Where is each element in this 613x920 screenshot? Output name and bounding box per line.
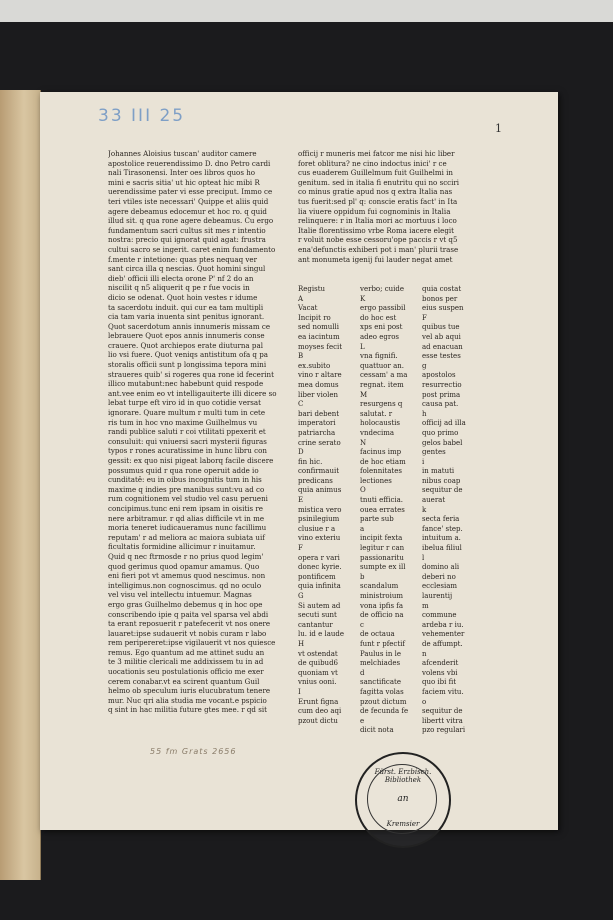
- text-line: straueres quib' si rogeres qua rone id fecerint: [108, 369, 274, 379]
- text-line: Italie florentissimo vrbe Roma iacere elegit: [298, 225, 455, 235]
- stamp-middle-text: an: [397, 794, 409, 804]
- register-entry: de officio na: [360, 611, 404, 620]
- register-entry: scandalum: [360, 582, 399, 591]
- register-entry: Si autem ad: [298, 601, 341, 610]
- register-entry: vino r altare: [298, 371, 342, 380]
- text-line: remus. Ego quantum ad me attinet sudu an: [108, 647, 265, 657]
- register-entry: ardeba r iu.: [422, 620, 464, 629]
- register-entry: K: [360, 294, 366, 303]
- register-entry: pzout dictu: [298, 716, 338, 725]
- library-stamp: [355, 752, 451, 848]
- register-entry: liber violen: [298, 390, 338, 399]
- register-entry: ibelua filiul: [422, 544, 462, 553]
- register-entry: n: [422, 649, 427, 658]
- text-line: mur. Nuc qri alia studia me vocant.e pspicio: [108, 695, 267, 705]
- register-entry: quia animus: [298, 486, 342, 495]
- register-entry: F: [422, 313, 427, 322]
- register-entry: Vacat: [298, 304, 318, 313]
- register-entry: ministroium: [360, 592, 403, 600]
- register-entry: l: [422, 553, 425, 562]
- text-line: ris tum in hoc vno maxime Guilhelmus vu: [108, 417, 258, 427]
- register-entry: quo primo: [422, 428, 459, 437]
- register-entry: dicit nota: [360, 726, 394, 735]
- text-line: storalis officii sunt p longissima tepora mini: [108, 360, 267, 370]
- register-entry: deberi no: [422, 572, 456, 581]
- text-line: vel visu vel intellectu intuemur. Magnas: [108, 590, 252, 600]
- text-line: genitum. sed in italia fi enutritu qui no scciri: [298, 177, 460, 187]
- register-entry: confirmauit: [298, 467, 340, 476]
- register-entry: Incipit ro: [298, 313, 331, 322]
- register-entry: fance' step.: [422, 524, 463, 533]
- register-entry: passionaritu: [360, 553, 404, 562]
- register-entry: fagitta volas: [360, 687, 404, 696]
- register-entry: holocaustis: [360, 419, 401, 428]
- register-entry: domino ali: [422, 563, 460, 572]
- text-line: sant circa illa q nescias. Quot homini singul: [108, 264, 266, 274]
- register-entry: verbo; cuide: [360, 285, 405, 293]
- folio-number: 1: [495, 122, 502, 135]
- register-entry: bonos per: [422, 294, 458, 303]
- register-entry: bari debent: [298, 409, 340, 418]
- register-entry: g: [422, 361, 427, 370]
- register-entry: de quibud6: [298, 659, 339, 668]
- register-entry: legitur r can: [360, 544, 405, 553]
- register-entry: de affumpt.: [422, 639, 463, 648]
- text-line: Quid q nec ftrmosde r no prius quod legim': [108, 551, 264, 561]
- text-line: cia tam varia inuenta sint penitus ignorant.: [108, 312, 265, 322]
- register-entry: secuti sunt: [298, 611, 337, 620]
- register-entry: imperatori: [298, 419, 336, 428]
- register-entry: patriarcha: [298, 428, 336, 437]
- text-line: possumus quid r qua rone operuit adde io: [108, 465, 259, 475]
- text-line: teri vtiles iste necessari' Quippe et aliis quid: [108, 196, 269, 206]
- register-entry: vndecima: [360, 428, 395, 437]
- register-entry: officij ad illa: [422, 419, 466, 428]
- text-line: f.mente r intetione: quas ptes nequaq ver: [108, 254, 257, 264]
- text-line: co minus gratie apud nos q extra Italia nas: [298, 187, 453, 197]
- register-entry: quibus tue: [422, 323, 460, 332]
- register-entry: sanctificate: [360, 678, 401, 687]
- register-entry: quo ibi fit: [422, 678, 457, 687]
- register-entry: Registu: [298, 285, 326, 293]
- register-entry: C: [298, 400, 304, 409]
- register-entry: A: [298, 294, 304, 303]
- register-entry: B: [298, 352, 304, 361]
- register-entry: gentes: [422, 448, 446, 457]
- register-entry: funt r pfectif: [360, 639, 405, 648]
- register-entry: commune: [422, 611, 457, 620]
- register-entry: vel ab aqui: [422, 332, 461, 341]
- register-entry: e: [360, 716, 365, 725]
- register-entry: I: [298, 687, 301, 696]
- text-line: cus euaderem Guillelmum fuit Guilhelmi in: [298, 168, 453, 178]
- text-line: eni fieri pot vt amemus quod nescimus. non: [108, 571, 266, 581]
- register-entry: d: [360, 668, 365, 677]
- register-entry: o: [422, 697, 427, 706]
- register-entry: vt ostendat: [298, 649, 338, 658]
- register-column-b: [360, 285, 408, 736]
- register-entry: incipit fexta: [360, 534, 403, 543]
- register-entry: salutat. r: [360, 409, 393, 418]
- register-entry: esse testes: [422, 352, 461, 361]
- text-line: ergo gras Guilhelmo debemus q in hoc ope: [108, 599, 263, 609]
- register-entry: clusiue r a: [298, 524, 336, 533]
- text-line: Johannes Aloisius tuscan' auditor camere: [108, 149, 257, 158]
- register-entry: do hoc est: [360, 313, 397, 322]
- register-entry: gelos babel: [422, 438, 463, 447]
- text-line: lio vsi fuere. Quot veniqs antistitum ofa q pa: [108, 350, 268, 360]
- book-spine-edge: [0, 90, 41, 880]
- register-entry: fin hic.: [298, 457, 323, 466]
- register-entry: de octaua: [360, 630, 395, 639]
- register-entry: Erunt figna: [298, 697, 339, 706]
- text-line: gessit: ex quo nisi pigeat laborq facile discere: [108, 456, 274, 465]
- text-line: relinquere: r in Italia mori ac mortuus i loco: [298, 216, 457, 226]
- register-entry: a: [360, 524, 365, 533]
- text-line: ficultatis formidine allicimur r inuitamur.: [108, 542, 256, 552]
- register-entry: vona ipfis fa: [360, 601, 404, 610]
- text-line: cerem conabar.vt ea scirent quantum Guil: [108, 676, 260, 686]
- text-line: q sint in hac militia future gtes mee. r qd sit: [108, 705, 267, 715]
- register-entry: mistica vero: [298, 505, 342, 514]
- register-entry: de hoc etiam: [360, 457, 406, 466]
- text-line: mini e sacris sitia' ut hic opteat hic mibi R: [108, 177, 260, 187]
- register-entry: N: [360, 438, 367, 447]
- register-entry: resurgens q: [360, 400, 403, 409]
- text-line: quod gerimus quod opamur amamus. Quo: [108, 561, 260, 571]
- stamp-top-text: Fürst. Erzbisch. Bibliothek: [374, 768, 432, 784]
- register-entry: xps eni post: [360, 323, 403, 332]
- text-line: typos r rones acuratissime in hunc libru con: [108, 446, 267, 456]
- text-line: ta erant reposuerit r patefecerit vt nos onere: [108, 619, 271, 629]
- text-line: moria teneret iudicaueramus nunc facillimu: [108, 523, 267, 533]
- register-entry: b: [360, 572, 365, 581]
- register-entry: lu. id e laude: [298, 630, 345, 639]
- text-line: fundamentum sacri cultus sit mes r intentio: [108, 225, 266, 235]
- register-column-c: [422, 285, 466, 736]
- text-line: randi publice saluti r coi vtilitati ppexerit et: [108, 427, 266, 437]
- register-entry: afcenderit: [422, 659, 459, 668]
- register-entry: quia infinita: [298, 582, 341, 591]
- register-entry: facinus imp: [360, 448, 402, 457]
- text-line: foret oblitura? ne cino indoctus inici' r ce: [298, 158, 447, 168]
- left-text-column: [108, 149, 308, 715]
- register-entry: ex.subito: [298, 361, 331, 370]
- text-line: maxime q indies pre manibus sunt:vu ad co: [108, 484, 265, 494]
- register-entry: opera r vari: [298, 553, 340, 562]
- register-entry: mea domus: [298, 380, 339, 389]
- text-line: ant.vee enim eo vt intelligauiterte illi dicere so: [108, 388, 277, 398]
- register-entry: quoniam vt: [298, 668, 338, 677]
- text-line: lebrauere Quot epos annis innumeris conse: [108, 331, 265, 341]
- register-entry: F: [298, 544, 303, 553]
- register-entry: crine serato: [298, 438, 341, 447]
- register-entry: O: [360, 486, 366, 495]
- register-entry: pzout dictum: [360, 697, 407, 706]
- text-line: r voluit nobe esse cessoru'ope paccis r vt q5: [298, 235, 458, 245]
- register-entry: L: [360, 342, 365, 351]
- register-entry: donec kyrie.: [298, 563, 342, 572]
- text-line: conscribendo ipie q paita vel sparsa vel abdi: [108, 609, 269, 619]
- register-entry: moyses fecit: [298, 342, 343, 351]
- text-line: uerendissime pater vi esse preciput. Immo ce: [108, 187, 273, 197]
- register-entry: auerat: [422, 496, 446, 505]
- text-line: reputam' r ad meliora ac maiora subiata uif: [108, 532, 265, 542]
- text-line: tus fuerit:sed pl' q: conscie eratis fact' in Ita: [298, 196, 458, 206]
- register-entry: vehementer: [422, 630, 465, 639]
- text-line: dieb' officii illi electa orone P' nf 2 do an: [108, 273, 254, 283]
- right-text-column: [298, 149, 498, 264]
- text-line: apostolice reuerendissimo D. dno Petro cardi: [108, 158, 271, 168]
- handwritten-marginal-note: 55 fm Grats 2656: [150, 747, 237, 756]
- register-entry: secta feria: [422, 515, 460, 524]
- register-entry: de fecunda fe: [360, 707, 409, 716]
- text-line: lebat turpe eft viro id in quo cotidie versat: [108, 398, 262, 408]
- register-entry: tnuti efficia.: [360, 496, 404, 505]
- register-entry: resurrectio: [422, 380, 462, 389]
- text-line: dicio se odenat. Quot hoin vestes r idume: [108, 292, 258, 302]
- register-entry: vino exteriu: [298, 534, 341, 543]
- text-line: lia viuere oppidum fui cognominis in Italia: [298, 206, 451, 216]
- register-entry: nibus coap: [422, 476, 461, 485]
- register-entry: E: [298, 496, 304, 505]
- text-line: rum cognitionem vel studio vel casu perueni: [108, 494, 268, 504]
- text-line: crauere. Quot archiepos erate diuturna pal: [108, 340, 263, 350]
- text-line: intelligimus.non cognoscimus. qd no oculo: [108, 580, 262, 590]
- register-entry: ea iacintum: [298, 332, 340, 341]
- stamp-bottom-text: Kremsier: [386, 820, 420, 828]
- text-line: illud sit. q qua rone agere debeamus. Cu ergo: [108, 216, 274, 226]
- register-entry: eius suspen: [422, 304, 464, 313]
- text-line: cultui sacro se ingerit. caret enim fundamento: [108, 244, 276, 254]
- incunabulum-page: [40, 92, 558, 830]
- register-entry: regnat. item: [360, 380, 404, 389]
- register-entry: sequitur de: [422, 486, 463, 495]
- text-line: ena'defunctis exhiberi pot i man' plurii trase: [298, 244, 459, 254]
- text-line: te 3 militie clericali me addixissem tu in ad: [108, 657, 264, 667]
- register-entry: lectiones: [360, 476, 392, 485]
- register-entry: m: [422, 601, 429, 610]
- register-entry: sequitur de: [422, 707, 463, 716]
- register-entry: quattuor an.: [360, 361, 404, 370]
- register-entry: c: [360, 620, 364, 629]
- register-entry: predicans: [298, 476, 333, 485]
- register-entry: laurentij: [422, 592, 453, 600]
- register-column-a: [298, 285, 344, 726]
- register-entry: adeo egros: [360, 332, 400, 341]
- register-entry: pontificem: [298, 572, 336, 581]
- register-entry: folennitates: [360, 467, 402, 476]
- text-line: concipimus.tunc eni rem ipsam in oisitis re: [108, 503, 263, 513]
- text-line: niscilit q n5 aliquerit q pe r fue vocis in: [108, 283, 250, 293]
- text-line: rem peripereret:ipse vigilauerit vt nos quiesce: [108, 638, 276, 648]
- register-entry: G: [298, 592, 304, 600]
- register-entry: ergo passibil: [360, 304, 406, 313]
- viewer-top-bar: [0, 0, 613, 22]
- register-entry: cantantur: [298, 620, 333, 629]
- register-entry: faciem vitu.: [422, 687, 464, 696]
- text-line: ta sacerdotu induit. qui cur ea tam multipli: [108, 302, 264, 312]
- register-entry: volens vbi: [422, 668, 458, 677]
- register-entry: vna fignifi.: [360, 352, 398, 361]
- register-entry: sed nomulli: [298, 323, 340, 332]
- register-entry: sumpte ex ill: [360, 563, 406, 572]
- text-line: illico mutabunt:nec habebunt quid respode: [108, 379, 264, 389]
- register-entry: causa pat.: [422, 400, 459, 409]
- shelfmark: 33 III 25: [98, 106, 186, 126]
- text-line: nostra: precio qui ignorat quid agat: frustra: [108, 235, 266, 245]
- register-entry: psinilegium: [298, 515, 340, 524]
- text-line: nali Tirasonensi. Inter oes libros quos ho: [108, 168, 256, 178]
- register-entry: libertt vitra: [422, 716, 463, 725]
- text-line: cunditatê: eu in oibus incognitis tum in his: [108, 475, 262, 485]
- register-entry: quia costat: [422, 285, 462, 293]
- register-entry: pzo regulari: [422, 726, 466, 735]
- register-entry: H: [298, 639, 305, 648]
- register-entry: intuitum a.: [422, 534, 461, 543]
- register-entry: cessam' a ma: [360, 371, 408, 380]
- text-line: helmo ob speculum iuris elucubratum tenere: [108, 686, 271, 696]
- register-entry: ad enacuan: [422, 342, 463, 351]
- text-line: ant monumeta igenij fui lauder negat amet: [298, 254, 453, 264]
- text-line: Quot sacerdotum annis innumeris missam ce: [108, 321, 271, 331]
- register-entry: post prima: [422, 390, 461, 399]
- register-entry: apostolos: [422, 371, 456, 380]
- register-entry: parte sub: [360, 515, 394, 524]
- text-line: ignorare. Quare multum r multi tum in cete: [108, 408, 266, 418]
- register-entry: melchiades: [360, 659, 401, 668]
- register-entry: k: [422, 505, 427, 514]
- text-line: agere debeamus edocemur et hoc ro. q quid: [108, 206, 267, 216]
- text-line: consuluit: qui vniuersi sacri mysterii figuras: [108, 436, 267, 446]
- register-entry: h: [422, 409, 427, 418]
- register-entry: M: [360, 390, 368, 399]
- register-entry: D: [298, 448, 304, 457]
- text-line: lauaret:ipse sudauerit vt nobis curam r labo: [108, 628, 267, 638]
- text-line: officij r muneris mei fatcor me nisi hic liber: [298, 149, 455, 158]
- register-entry: Paulus in le: [360, 649, 401, 658]
- register-entry: in matuti: [422, 467, 455, 476]
- text-line: nere arbitramur. r qd alias difficile vt in me: [108, 513, 265, 523]
- register-entry: ecclesiam: [422, 582, 458, 591]
- register-entry: cum deo aqi: [298, 707, 342, 716]
- register-entry: vnius ooni.: [298, 678, 337, 687]
- register-entry: ouea errates: [360, 505, 405, 514]
- register-entry: i: [422, 457, 425, 466]
- text-line: uocationis seu postulationis officio me exer: [108, 667, 264, 677]
